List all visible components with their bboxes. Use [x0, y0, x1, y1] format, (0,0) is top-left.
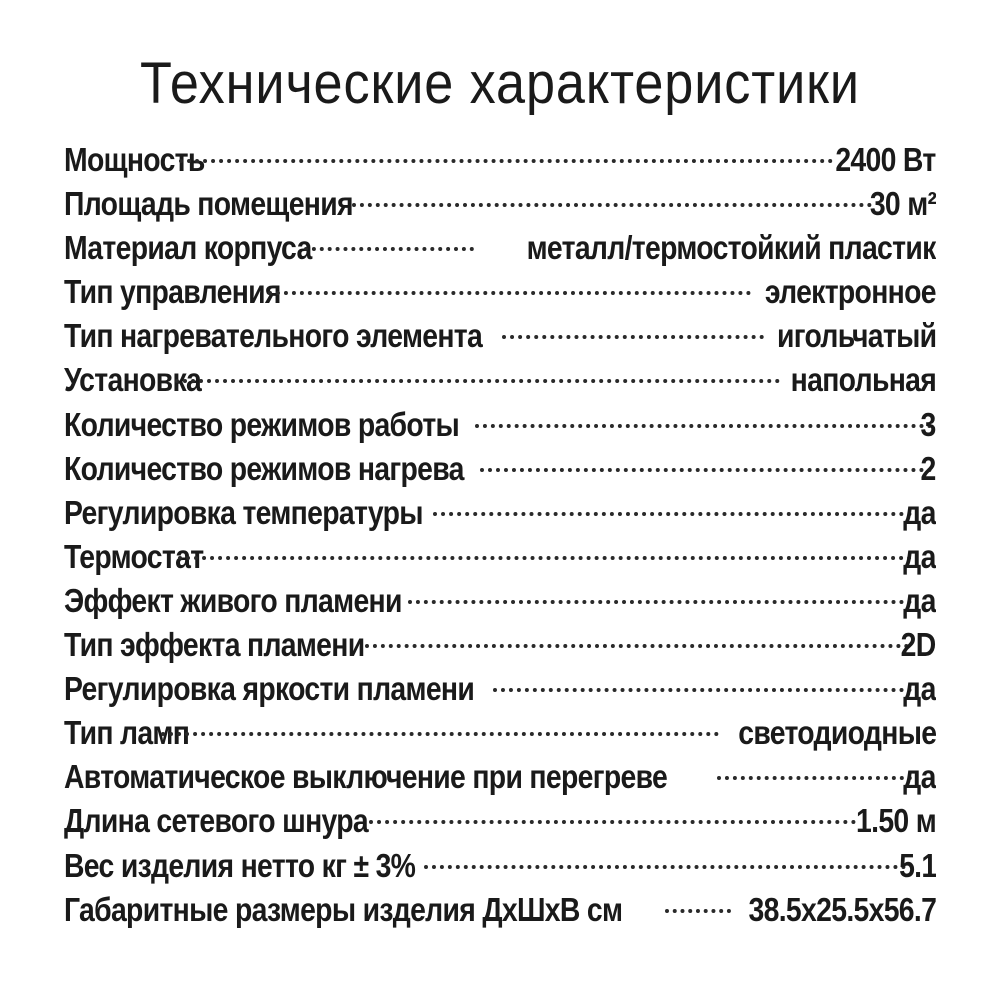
dot-leader [369, 820, 856, 824]
dot-leader [502, 335, 764, 339]
spec-row [64, 270, 936, 314]
spec-label: Эффект живого пламени [64, 581, 402, 619]
spec-label: Количество режимов нагрева [64, 449, 464, 487]
spec-list [64, 138, 936, 932]
spec-label: Тип эффекта пламени [64, 626, 365, 664]
spec-value: 3 [920, 405, 936, 443]
spec-label: Регулировка яркости пламени [64, 670, 475, 708]
spec-value: 1.50 м [856, 802, 936, 840]
spec-value: металл/термостойкий пластик [526, 229, 936, 267]
dot-leader [493, 688, 912, 692]
spec-row [64, 711, 936, 755]
spec-row [64, 799, 936, 843]
dot-leader [424, 865, 906, 869]
dot-leader [268, 291, 751, 295]
dot-leader [665, 909, 731, 913]
spec-row [64, 358, 936, 402]
spec-label: Материал корпуса [64, 229, 312, 267]
spec-label: Тип нагревательного элемента [64, 317, 483, 355]
spec-row [64, 403, 936, 447]
dot-leader [475, 424, 932, 428]
spec-value: да [903, 670, 936, 708]
spec-label: Автоматическое выключение при перегреве [64, 758, 668, 796]
spec-label: Тип управления [64, 273, 281, 311]
spec-row [64, 491, 936, 535]
dot-leader [480, 468, 931, 472]
spec-row [64, 447, 936, 491]
spec-label: Количество режимов работы [64, 405, 460, 443]
spec-label: Установка [64, 361, 202, 399]
dot-leader [365, 644, 909, 648]
dot-leader [433, 512, 912, 516]
dot-leader [717, 776, 912, 780]
spec-row [64, 623, 936, 667]
spec-label: Термостат [64, 537, 204, 575]
spec-value: 5.1 [898, 846, 936, 884]
spec-value: светодиодные [737, 714, 936, 752]
spec-row [64, 535, 936, 579]
spec-label: Площадь помещения [64, 185, 353, 223]
dot-leader [179, 159, 833, 163]
spec-value: 2D [901, 626, 936, 664]
spec-value: игольчатый [776, 317, 936, 355]
spec-value: электронное [764, 273, 936, 311]
dot-leader [408, 600, 911, 604]
dot-leader [304, 247, 474, 251]
spec-value: напольная [790, 361, 936, 399]
spec-value: 30 м² [869, 185, 936, 223]
spec-row [64, 226, 936, 270]
dot-leader [175, 379, 780, 383]
spec-value: 2400 Вт [835, 141, 936, 178]
spec-label: Тип ламп [64, 714, 190, 752]
spec-row [64, 844, 936, 888]
spec-label: Длина сетевого шнура [64, 802, 369, 840]
spec-label: Мощность [64, 141, 205, 178]
spec-row [64, 579, 936, 623]
spec-value: да [903, 758, 936, 796]
spec-value: 38.5x25.5x56.7 [748, 890, 936, 928]
spec-row [64, 755, 936, 799]
spec-row [64, 138, 936, 182]
dot-leader [178, 556, 912, 560]
spec-row [64, 888, 936, 932]
dot-leader [352, 203, 873, 207]
spec-row [64, 182, 936, 226]
dot-leader [161, 732, 719, 736]
spec-value: да [903, 537, 936, 575]
page-title: Технические характеристики [140, 51, 860, 116]
spec-label: Габаритные размеры изделия ДхШхВ см [64, 890, 623, 928]
spec-value: да [903, 493, 936, 531]
spec-row [64, 314, 936, 358]
spec-row [64, 667, 936, 711]
spec-value: да [903, 581, 936, 619]
spec-label: Регулировка температуры [64, 493, 423, 531]
spec-value: 2 [920, 449, 936, 487]
spec-label: Вес изделия нетто кг ± 3% [64, 846, 416, 884]
